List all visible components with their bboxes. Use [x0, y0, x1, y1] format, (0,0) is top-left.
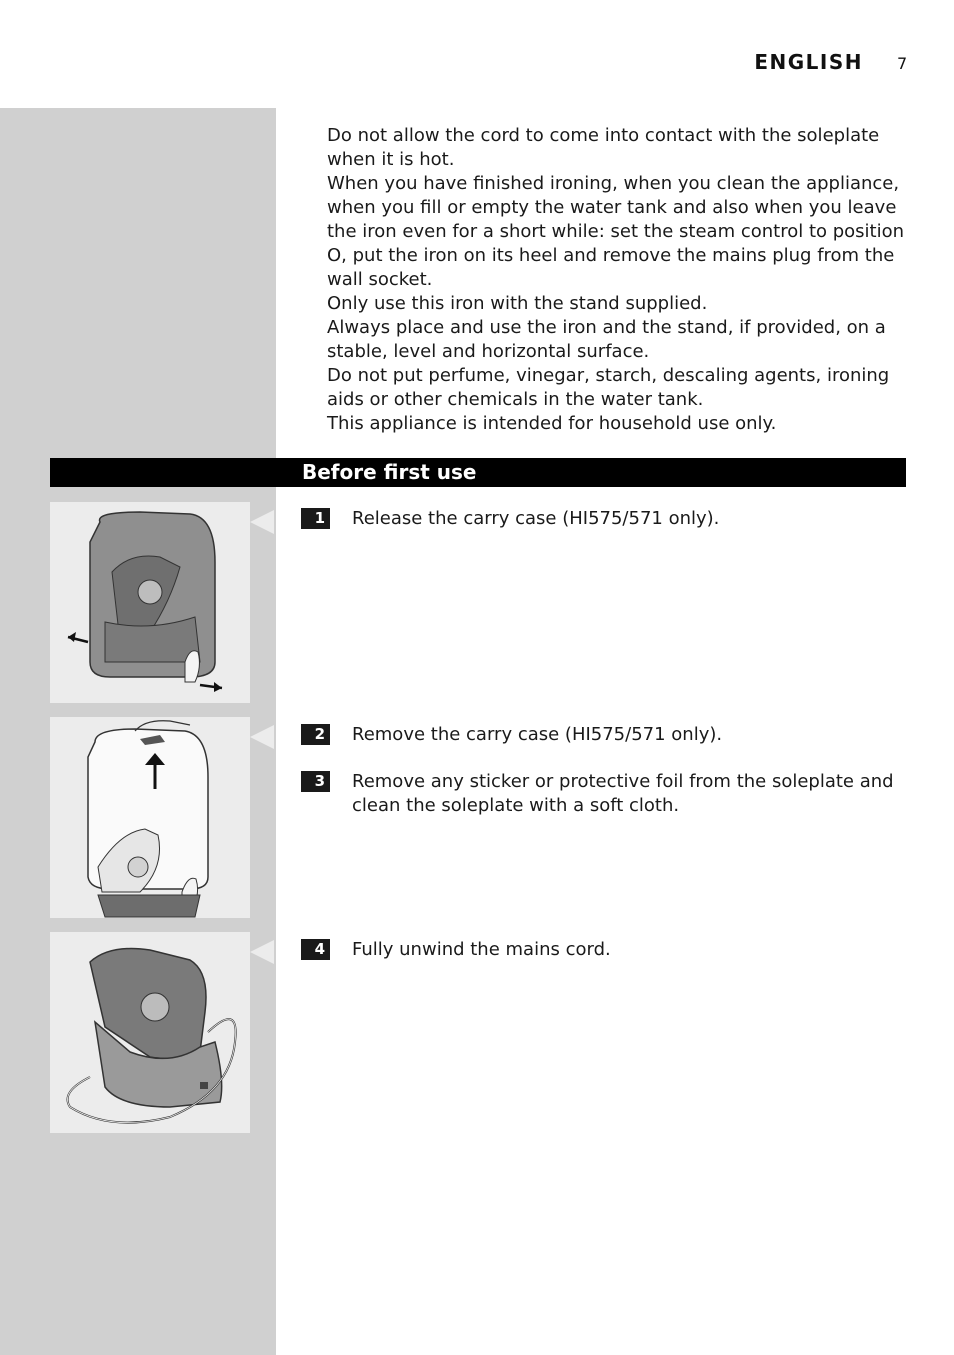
section-title: Before first use [302, 460, 477, 484]
illustration-pointer [250, 940, 274, 964]
safety-note: Only use this iron with the stand supplied. [327, 293, 708, 314]
carry-case-remove-illustration [50, 717, 250, 918]
step-number-badge: 1 [301, 508, 330, 529]
step-text: Fully unwind the mains cord. [352, 939, 611, 960]
step-3 [301, 770, 901, 818]
page-number: 7 [897, 54, 908, 73]
step-text: Release the carry case (HI575/571 only). [352, 508, 720, 529]
step-2 [301, 723, 901, 747]
iron-on-stand-illustration [50, 932, 250, 1133]
step-1 [301, 507, 901, 531]
step-text: Remove any sticker or protective foil from the soleplate and clean the soleplate with a soft cloth. [352, 771, 894, 816]
step-text: Remove the carry case (HI575/571 only). [352, 724, 723, 745]
illustration-pointer [250, 510, 274, 534]
safety-note: Always place and use the iron and the stand, if provided, on a stable, level and horizontal surface. [327, 317, 886, 362]
safety-notes [327, 124, 907, 436]
step-number-badge: 3 [301, 771, 330, 792]
safety-note: This appliance is intended for household use only. [327, 413, 777, 434]
safety-note: When you have finished ironing, when you clean the appliance, when you fill or empty the water tank and also when you leave the iron even for a short while: set the steam control to position O, put the iron on its heel and remove the mains plug from the wall socket. [327, 173, 905, 290]
step-4 [301, 938, 901, 962]
step-number-badge: 4 [301, 939, 330, 960]
section-header-bar [50, 458, 906, 487]
language-label: ENGLISH [754, 50, 863, 74]
safety-note: Do not allow the cord to come into contact with the soleplate when it is hot. [327, 125, 880, 170]
step-number-badge: 2 [301, 724, 330, 745]
illustration-pointer [250, 725, 274, 749]
safety-note: Do not put perfume, vinegar, starch, descaling agents, ironing aids or other chemicals in the water tank. [327, 365, 890, 410]
carry-case-release-illustration [50, 502, 250, 703]
